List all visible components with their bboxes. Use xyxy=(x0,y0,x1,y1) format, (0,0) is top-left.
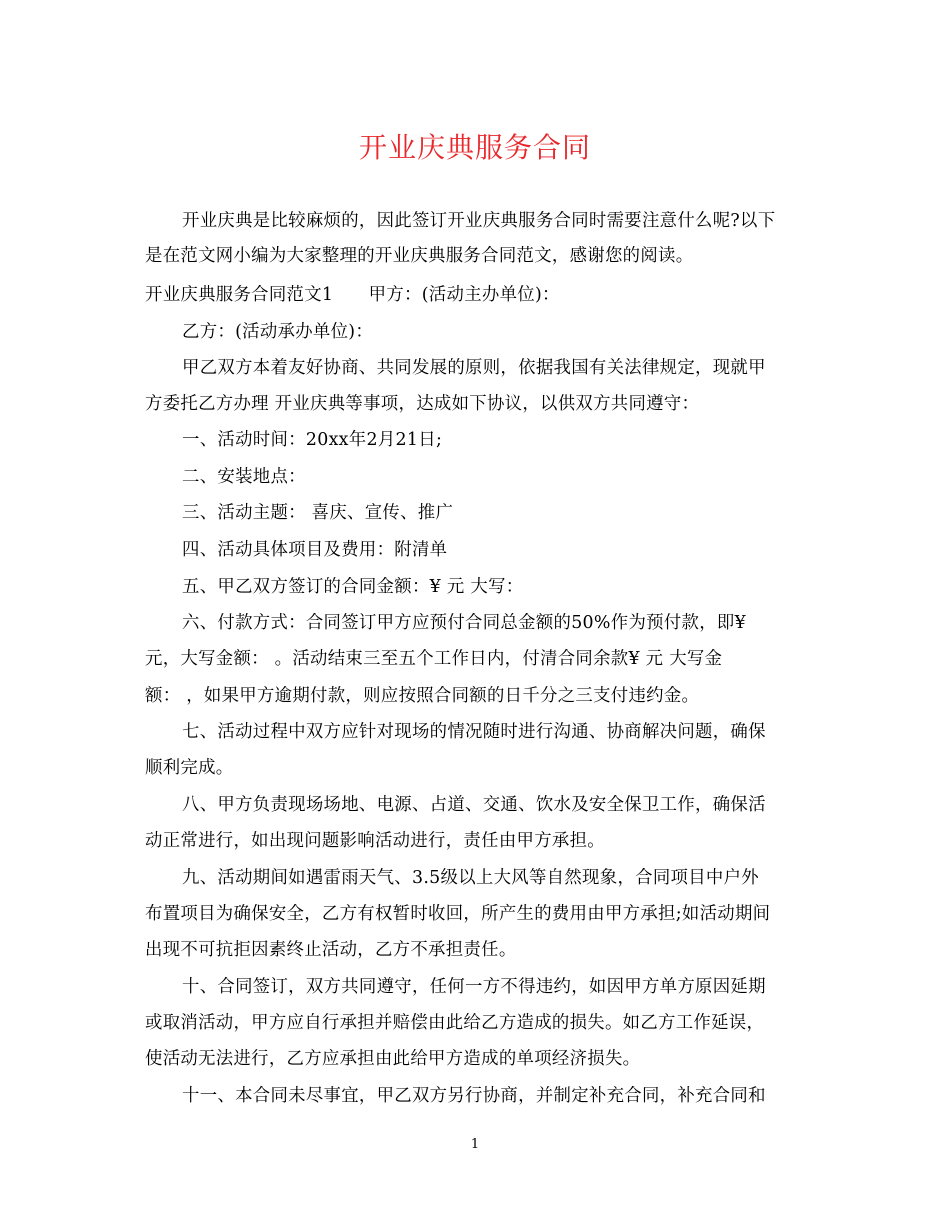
paragraph-line: 额： ，如果甲方逾期付款，则应按照合同额的日千分之三支付违约金。 xyxy=(145,686,700,706)
paragraph-line: 方委托乙方办理 开业庆典等事项，达成如下协议，以供双方共同遵守： xyxy=(145,394,700,414)
paragraph-line: 乙方：(活动承办单位)： xyxy=(182,322,374,342)
paragraph-line: 使活动无法进行，乙方应承担由此给甲方造成的单项经济损失。 xyxy=(145,1049,641,1069)
paragraph-line: 动正常进行，如出现问题影响活动进行，责任由甲方承担。 xyxy=(145,831,605,851)
paragraph-line: 十一、本合同未尽事宜，甲乙双方另行协商，并制定补充合同，补充合同和 xyxy=(182,1086,766,1106)
paragraph-line: 出现不可抗拒因素终止活动，乙方不承担责任。 xyxy=(145,940,517,960)
paragraph-line: 顺利完成。 xyxy=(145,758,234,778)
paragraph-line: 元，大写金额： 。活动结束三至五个工作日内，付清合同余款¥ 元 大写金 xyxy=(145,649,723,669)
paragraph-line: 四、活动具体项目及费用：附清单 xyxy=(182,540,448,560)
document-title: 开业庆典服务合同 xyxy=(358,131,591,164)
paragraph-line: 或取消活动，甲方应自行承担并赔偿由此给乙方造成的损失。如乙方工作延误， xyxy=(145,1013,765,1033)
paragraph-line: 开业庆典是比较麻烦的，因此签订开业庆典服务合同时需要注意什么呢?以下 xyxy=(182,211,776,231)
paragraph-line: 五、甲乙双方签订的合同金额：¥ 元 大写： xyxy=(182,577,524,597)
paragraph-line: 布置项目为确保安全，乙方有权暂时收回，所产生的费用由甲方承担;如活动期间 xyxy=(145,904,771,924)
paragraph-line: 三、活动主题： 喜庆、宣传、推广 xyxy=(182,503,454,523)
paragraph-line: 九、活动期间如遇雷雨天气、3.5级以上大风等自然现象，合同项目中户外 xyxy=(182,868,759,888)
paragraph-line: 二、安装地点： xyxy=(182,467,306,487)
paragraph-line: 七、活动过程中双方应针对现场的情况随时进行沟通、协商解决问题，确保 xyxy=(182,722,766,742)
paragraph-line: 是在范文网小编为大家整理的开业庆典服务合同范文，感谢您的阅读。 xyxy=(145,246,694,266)
paragraph-line: 一、活动时间：20xx年2月21日; xyxy=(182,430,443,450)
paragraph-line: 甲乙双方本着友好协商、共同发展的原则，依据我国有关法律规定，现就甲 xyxy=(182,358,766,378)
paragraph-line: 八、甲方负责现场场地、电源、占道、交通、饮水及安全保卫工作，确保活 xyxy=(182,795,766,815)
page-number: 1 xyxy=(470,1137,480,1152)
paragraph-line: 六、付款方式：合同签订甲方应预付合同总金额的50%作为预付款，即¥ xyxy=(182,613,746,633)
paragraph-line: 开业庆典服务合同范文1 甲方：(活动主办单位)： xyxy=(145,285,560,305)
paragraph-line: 十、合同签订，双方共同遵守，任何一方不得违约，如因甲方单方原因延期 xyxy=(182,977,766,997)
